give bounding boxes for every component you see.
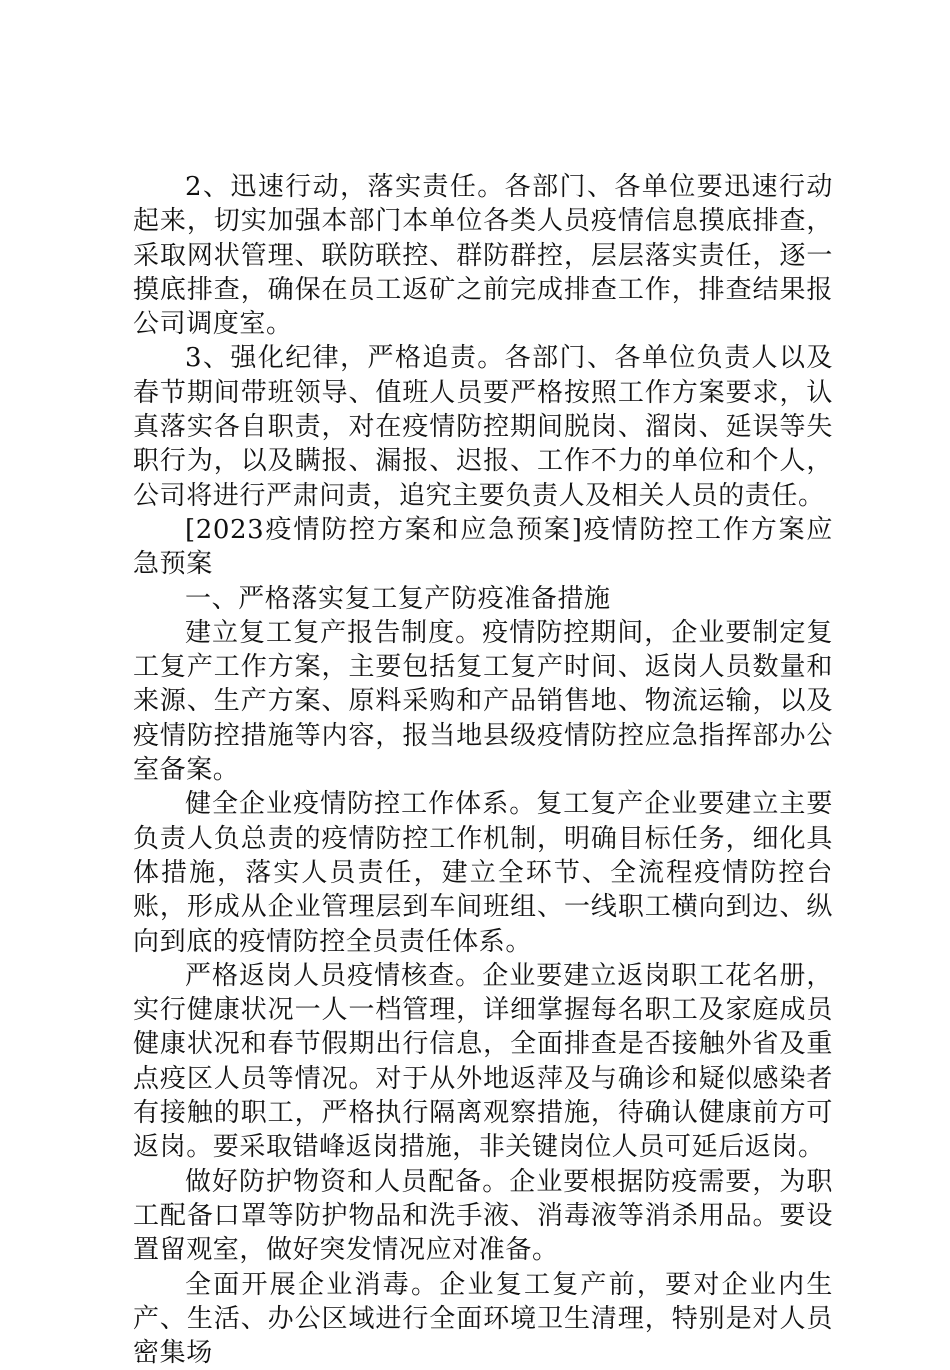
section-heading: 一、严格落实复工复产防疫准备措施 — [133, 582, 833, 616]
document-subtitle: [2023疫情防控方案和应急预案]疫情防控工作方案应急预案 — [133, 513, 833, 582]
paragraph-staff-check: 严格返岗人员疫情核查。企业要建立返岗职工花名册，实行健康状况一人一档管理，详细掌握每名职工及家庭成员健康状况和春节假期出行信息，全面排查是否接触外省及重点疫区人员等情况。对于从外地返萍及与确诊和疑似感染者有接触的职工，严格执行隔离观察措施，待确认健康前方可返岗。要采取错峰返岗措施，非关键岗位人员可延后返岗。 — [133, 959, 833, 1165]
paragraph-work-system: 健全企业疫情防控工作体系。复工复产企业要建立主要负责人负总责的疫情防控工作机制，明确目标任务，细化具体措施，落实人员责任，建立全环节、全流程疫情防控台账，形成从企业管理层到车间班组、一线职工横向到边、纵向到底的疫情防控全员责任体系。 — [133, 787, 833, 958]
paragraph-responsibility: 2、迅速行动，落实责任。各部门、各单位要迅速行动起来，切实加强本部门本单位各类人员疫情信息摸底排查，采取网状管理、联防联控、群防群控，层层落实责任，逐一摸底排查，确保在员工返矿之前完成排查工作，排查结果报公司调度室。 — [133, 170, 833, 341]
paragraph-report-system: 建立复工复产报告制度。疫情防控期间，企业要制定复工复产工作方案，主要包括复工复产时间、返岗人员数量和来源、生产方案、原料采购和产品销售地、物流运输，以及疫情防控措施等内容，报当地县级疫情防控应急指挥部办公室备案。 — [133, 616, 833, 787]
paragraph-discipline: 3、强化纪律，严格追责。各部门、各单位负责人以及春节期间带班领导、值班人员要严格按照工作方案要求，认真落实各自职责，对在疫情防控期间脱岗、溜岗、延误等失职行为，以及瞒报、漏报、迟报、工作不力的单位和个人，公司将进行严肃问责，追究主要负责人及相关人员的责任。 — [133, 341, 833, 512]
paragraph-disinfection: 全面开展企业消毒。企业复工复产前，要对企业内生产、生活、办公区域进行全面环境卫生清理，特别是对人员密集场 — [133, 1268, 833, 1370]
paragraph-protective-supplies: 做好防护物资和人员配备。企业要根据防疫需要，为职工配备口罩等防护物品和洗手液、消毒液等消杀用品。要设置留观室，做好突发情况应对准备。 — [133, 1165, 833, 1268]
document-body — [133, 170, 833, 1370]
